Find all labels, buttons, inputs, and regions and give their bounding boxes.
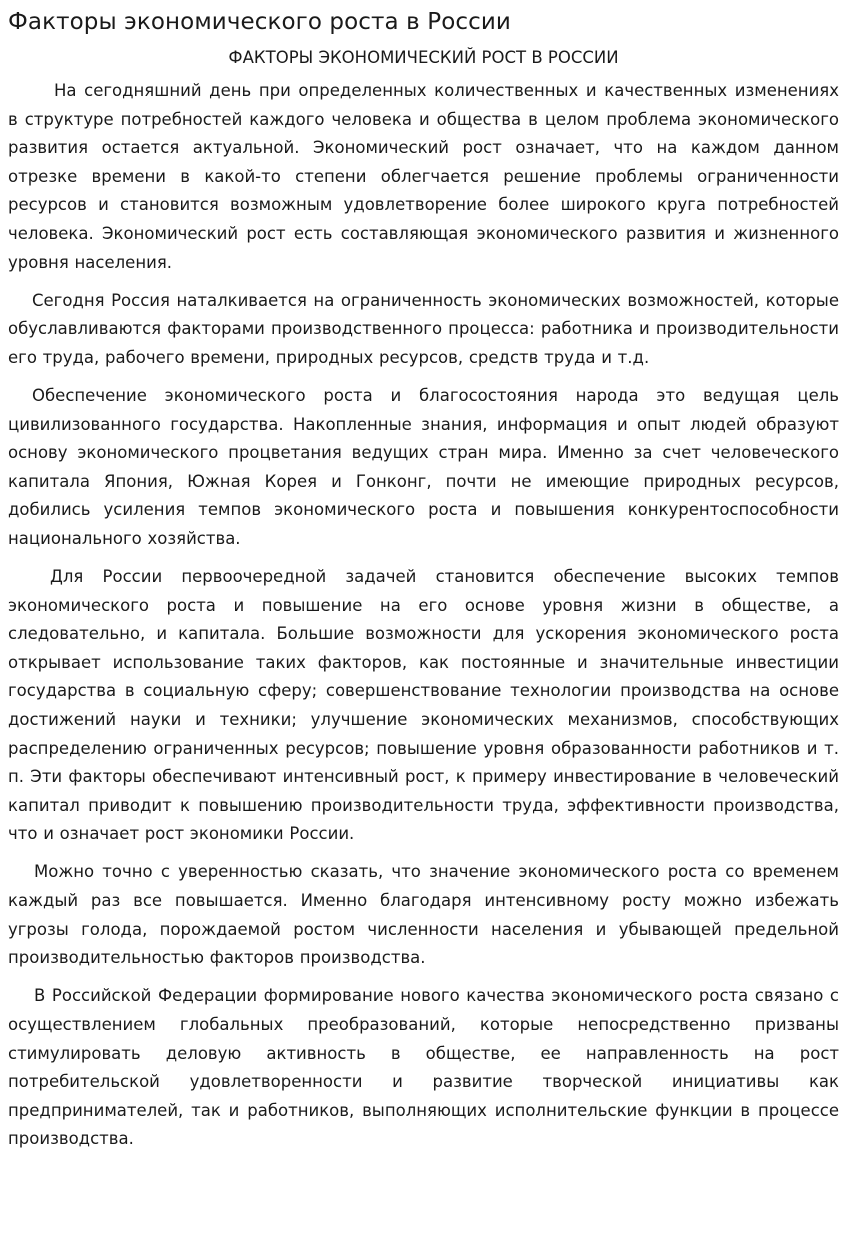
article-body bbox=[8, 77, 839, 1154]
paragraph-6: В Российской Федерации формирование нового качества экономического роста связано с осуществлением глобальных преобразований, которые непосредственно призваны стимулировать деловую активность в обществе, ее направленность на рост потребительской удовлетворенности и развитие творческой инициативы как предпринимателей, так и работников, выполняющих исполнительские функции в процессе производства. bbox=[8, 986, 839, 1149]
article-heading: ФАКТОРЫ ЭКОНОМИЧЕСКИЙ РОСТ В РОССИИ bbox=[228, 48, 619, 67]
page-title: Факторы экономического роста в России bbox=[8, 9, 511, 35]
paragraph-2: Сегодня Россия наталкивается на ограниченность экономических возможностей, которые обуславливаются факторами производственного процесса: работника и производительности его труда, рабочего времени, природных ресурсов, средств труда и т.д. bbox=[8, 290, 839, 367]
paragraph-1: На сегодняшний день при определенных количественных и качественных изменениях в структуре потребностей каждого человека и общества в целом проблема экономического развития остается актуальной. Экономический рост означает, что на каждом данном отрезке времени в какой-то степени облегчается решение проблемы ограниченности ресурсов и становится возможным удовлетворение более широкого круга потребностей человека. Экономический рост есть составляющая экономического развития и жизненного уровня населения. bbox=[8, 81, 839, 272]
paragraph-4: Для России первоочередной задачей становится обеспечение высоких темпов экономического роста и повышение на его основе уровня жизни в обществе, а следовательно, и капитала. Большие возможности для ускорения экономического роста открывает использование таких факторов, как постоянные и значительные инвестиции государства в социальную сферу; совершенствование технологии производства на основе достижений науки и техники; улучшение экономических механизмов, способствующих распределению ограниченных ресурсов; повышение уровня образованности работников и т. п. Эти факторы обеспечивают интенсивный рост, к примеру инвестирование в человеческий капитал приводит к повышению производительности труда, эффективности производства, что и означает рост экономики России. bbox=[8, 567, 839, 844]
paragraph-5: Можно точно с уверенностью сказать, что значение экономического роста со временем каждый раз все повышается. Именно благодаря интенсивному росту можно избежать угрозы голода, порождаемой ростом численности населения и убывающей предельной производительностью факторов производства. bbox=[8, 862, 839, 968]
paragraph-3: Обеспечение экономического роста и благосостояния народа это ведущая цель цивилизованного государства. Накопленные знания, информация и опыт людей образуют основу экономического процветания ведущих стран мира. Именно за счет человеческого капитала Япония, Южная Корея и Гонконг, почти не имеющие природных ресурсов, добились усиления темпов экономического роста и повышения конкурентоспособности национального хозяйства. bbox=[8, 385, 839, 548]
